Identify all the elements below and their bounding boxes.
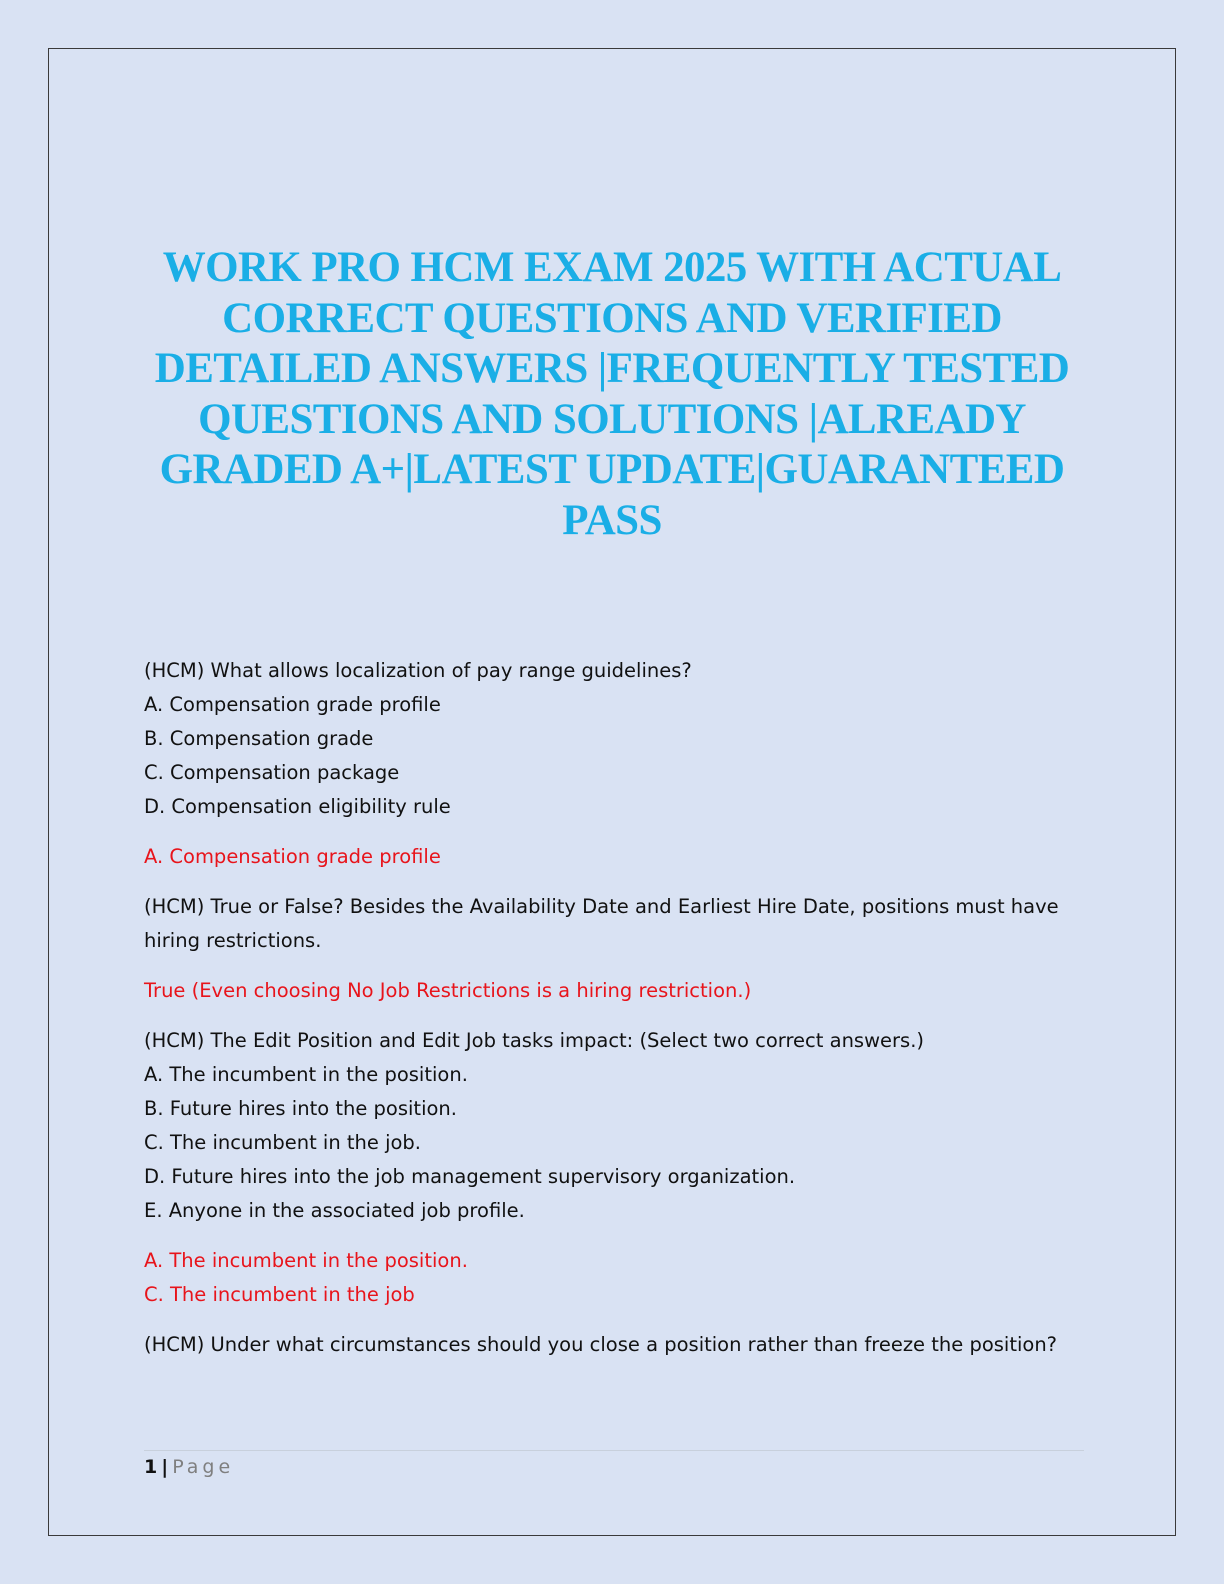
option-d: D. Compensation eligibility rule: [144, 795, 451, 818]
option-c: C. The incumbent in the job.: [144, 1131, 422, 1154]
option-c: C. Compensation package: [144, 761, 400, 784]
question-block-3: [144, 1024, 1084, 1312]
option-b: B. Compensation grade: [144, 727, 374, 750]
page-number: 1: [144, 1456, 158, 1478]
option-b: B. Future hires into the position.: [144, 1097, 457, 1120]
question-block-1: [144, 654, 1084, 874]
question-list: [144, 654, 1084, 1362]
footer-separator: |: [161, 1456, 169, 1478]
question-text: (HCM) What allows localization of pay range guidelines?: [144, 659, 692, 682]
option-a: A. Compensation grade profile: [144, 693, 441, 716]
question-text: (HCM) Under what circumstances should you close a position rather than freeze the position?: [144, 1333, 1058, 1356]
question-block-2: [144, 890, 1084, 1008]
option-d: D. Future hires into the job management supervisory organization.: [144, 1165, 796, 1188]
document-title: WORK PRO HCM EXAM 2025 WITH ACTUAL CORRECT QUESTIONS AND VERIFIED DETAILED ANSWERS |FREQUENTLY TESTED QUESTIONS AND SOLUTIONS |ALREADY GRADED A+|LATEST UPDATE|GUARANTEED PASS: [154, 244, 1070, 544]
question-text: (HCM) The Edit Position and Edit Job tasks impact: (Select two correct answers.): [144, 1029, 925, 1052]
footer-divider: [144, 1450, 1084, 1451]
option-e: E. Anyone in the associated job profile.: [144, 1199, 525, 1222]
answer-text: A. The incumbent in the position.: [144, 1249, 468, 1272]
option-a: A. The incumbent in the position.: [144, 1063, 468, 1086]
answer-text: C. The incumbent in the job: [144, 1283, 415, 1306]
answer-text: A. Compensation grade profile: [144, 845, 441, 868]
page-footer: [144, 1453, 234, 1481]
question-block-4: [144, 1328, 1084, 1362]
page-label: Page: [172, 1456, 235, 1478]
answer-text: True (Even choosing No Job Restrictions is a hiring restriction.): [144, 979, 752, 1002]
question-text: (HCM) True or False? Besides the Availability Date and Earliest Hire Date, positions must have hiring restrictions.: [144, 895, 1059, 952]
